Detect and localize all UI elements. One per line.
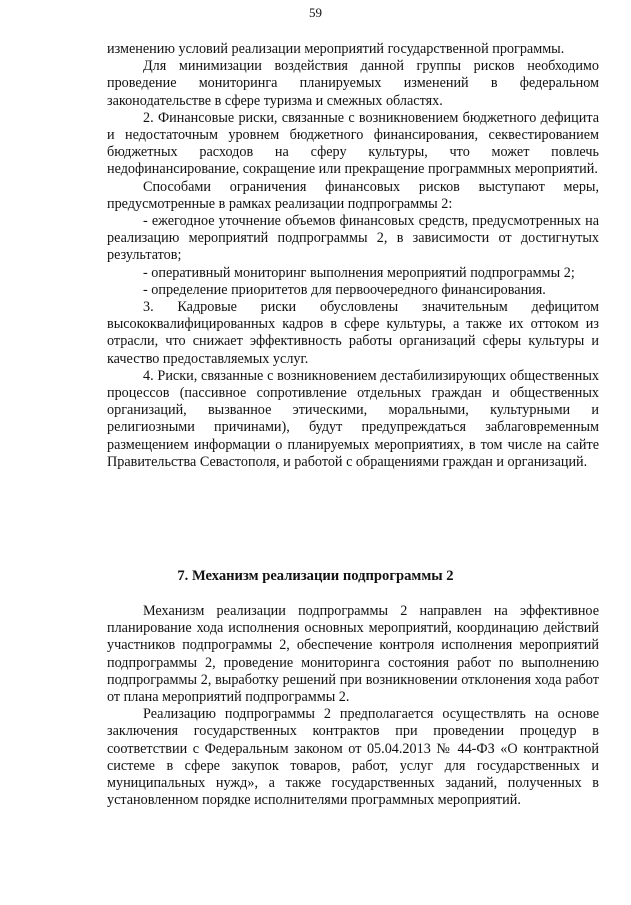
list-item: - оперативный мониторинг выполнения мероприятий подпрограммы 2;: [143, 264, 575, 281]
section-heading: 7. Механизм реализации подпрограммы 2: [177, 568, 454, 584]
paragraph: 3. Кадровые риски обусловлены значительным дефицитом высококвалифицированных кадров в сфере культуры, а также их оттоком из отрасли, что снижает эффективность работы организаций сферы культуры и качество предоставляемых услуг.: [107, 299, 599, 367]
list-item: - определение приоритетов для первоочередного финансирования.: [143, 281, 546, 298]
paragraph: изменению условий реализации мероприятий государственной программы.: [107, 41, 565, 57]
paragraph: 4. Риски, связанные с возникновением дестабилизирующих общественных процессов (пассивное сопротивление отдельных граждан и общественных организаций, вызванное этическими, моральными, культурными и религиозными причинами), будут предупреждаться заблаговременным размещением информации о планируемых мероприятиях, в том числе на сайте Правительства Севастополя, и работой с обращениями граждан и организаций.: [107, 367, 599, 470]
body-text-bottom: [107, 603, 599, 809]
page-number: 59: [309, 5, 322, 20]
paragraph: Реализацию подпрограммы 2 предполагается осуществлять на основе заключения государственных контрактов при проведении процедур в соответствии с Федеральным законом от 05.04.2013 № 44-ФЗ «О контрактной системе в сфере закупок товаров, работ, услуг для государственных и муниципальных нужд», а также государственных заданий, полученных в установленном порядке исполнителями программных мероприятий.: [107, 706, 599, 809]
paragraph: 2. Финансовые риски, связанные с возникновением бюджетного дефицита и недостаточным уровнем бюджетного финансирования, секвестированием бюджетных расходов на сферу культуры, что может повлечь недофинансирование, сокращение или прекращение программных мероприятий.: [107, 109, 599, 178]
paragraph: Способами ограничения финансовых рисков выступают меры, предусмотренные в рамках реализации подпрограммы 2:: [107, 178, 599, 212]
paragraph: Механизм реализации подпрограммы 2 направлен на эффективное планирование хода исполнения основных мероприятий, координацию действий участников подпрограммы 2, обеспечение контроля исполнения мероприятий подпрограммы 2, проведение мониторинга состояния работ по выполнению подпрограммы 2, выработку решений при возникновении отклонения хода работ от плана мероприятий подпрограммы 2.: [107, 603, 599, 706]
paragraph: Для минимизации воздействия данной группы рисков необходимо проведение мониторинга планируемых изменений в федеральном законодательстве в сфере туризма и смежных областях.: [107, 58, 599, 109]
body-text-top: [107, 41, 599, 471]
list-item: - ежегодное уточнение объемов финансовых средств, предусмотренных на реализацию мероприятий подпрограммы 2, в зависимости от достигнутых результатов;: [107, 213, 599, 264]
